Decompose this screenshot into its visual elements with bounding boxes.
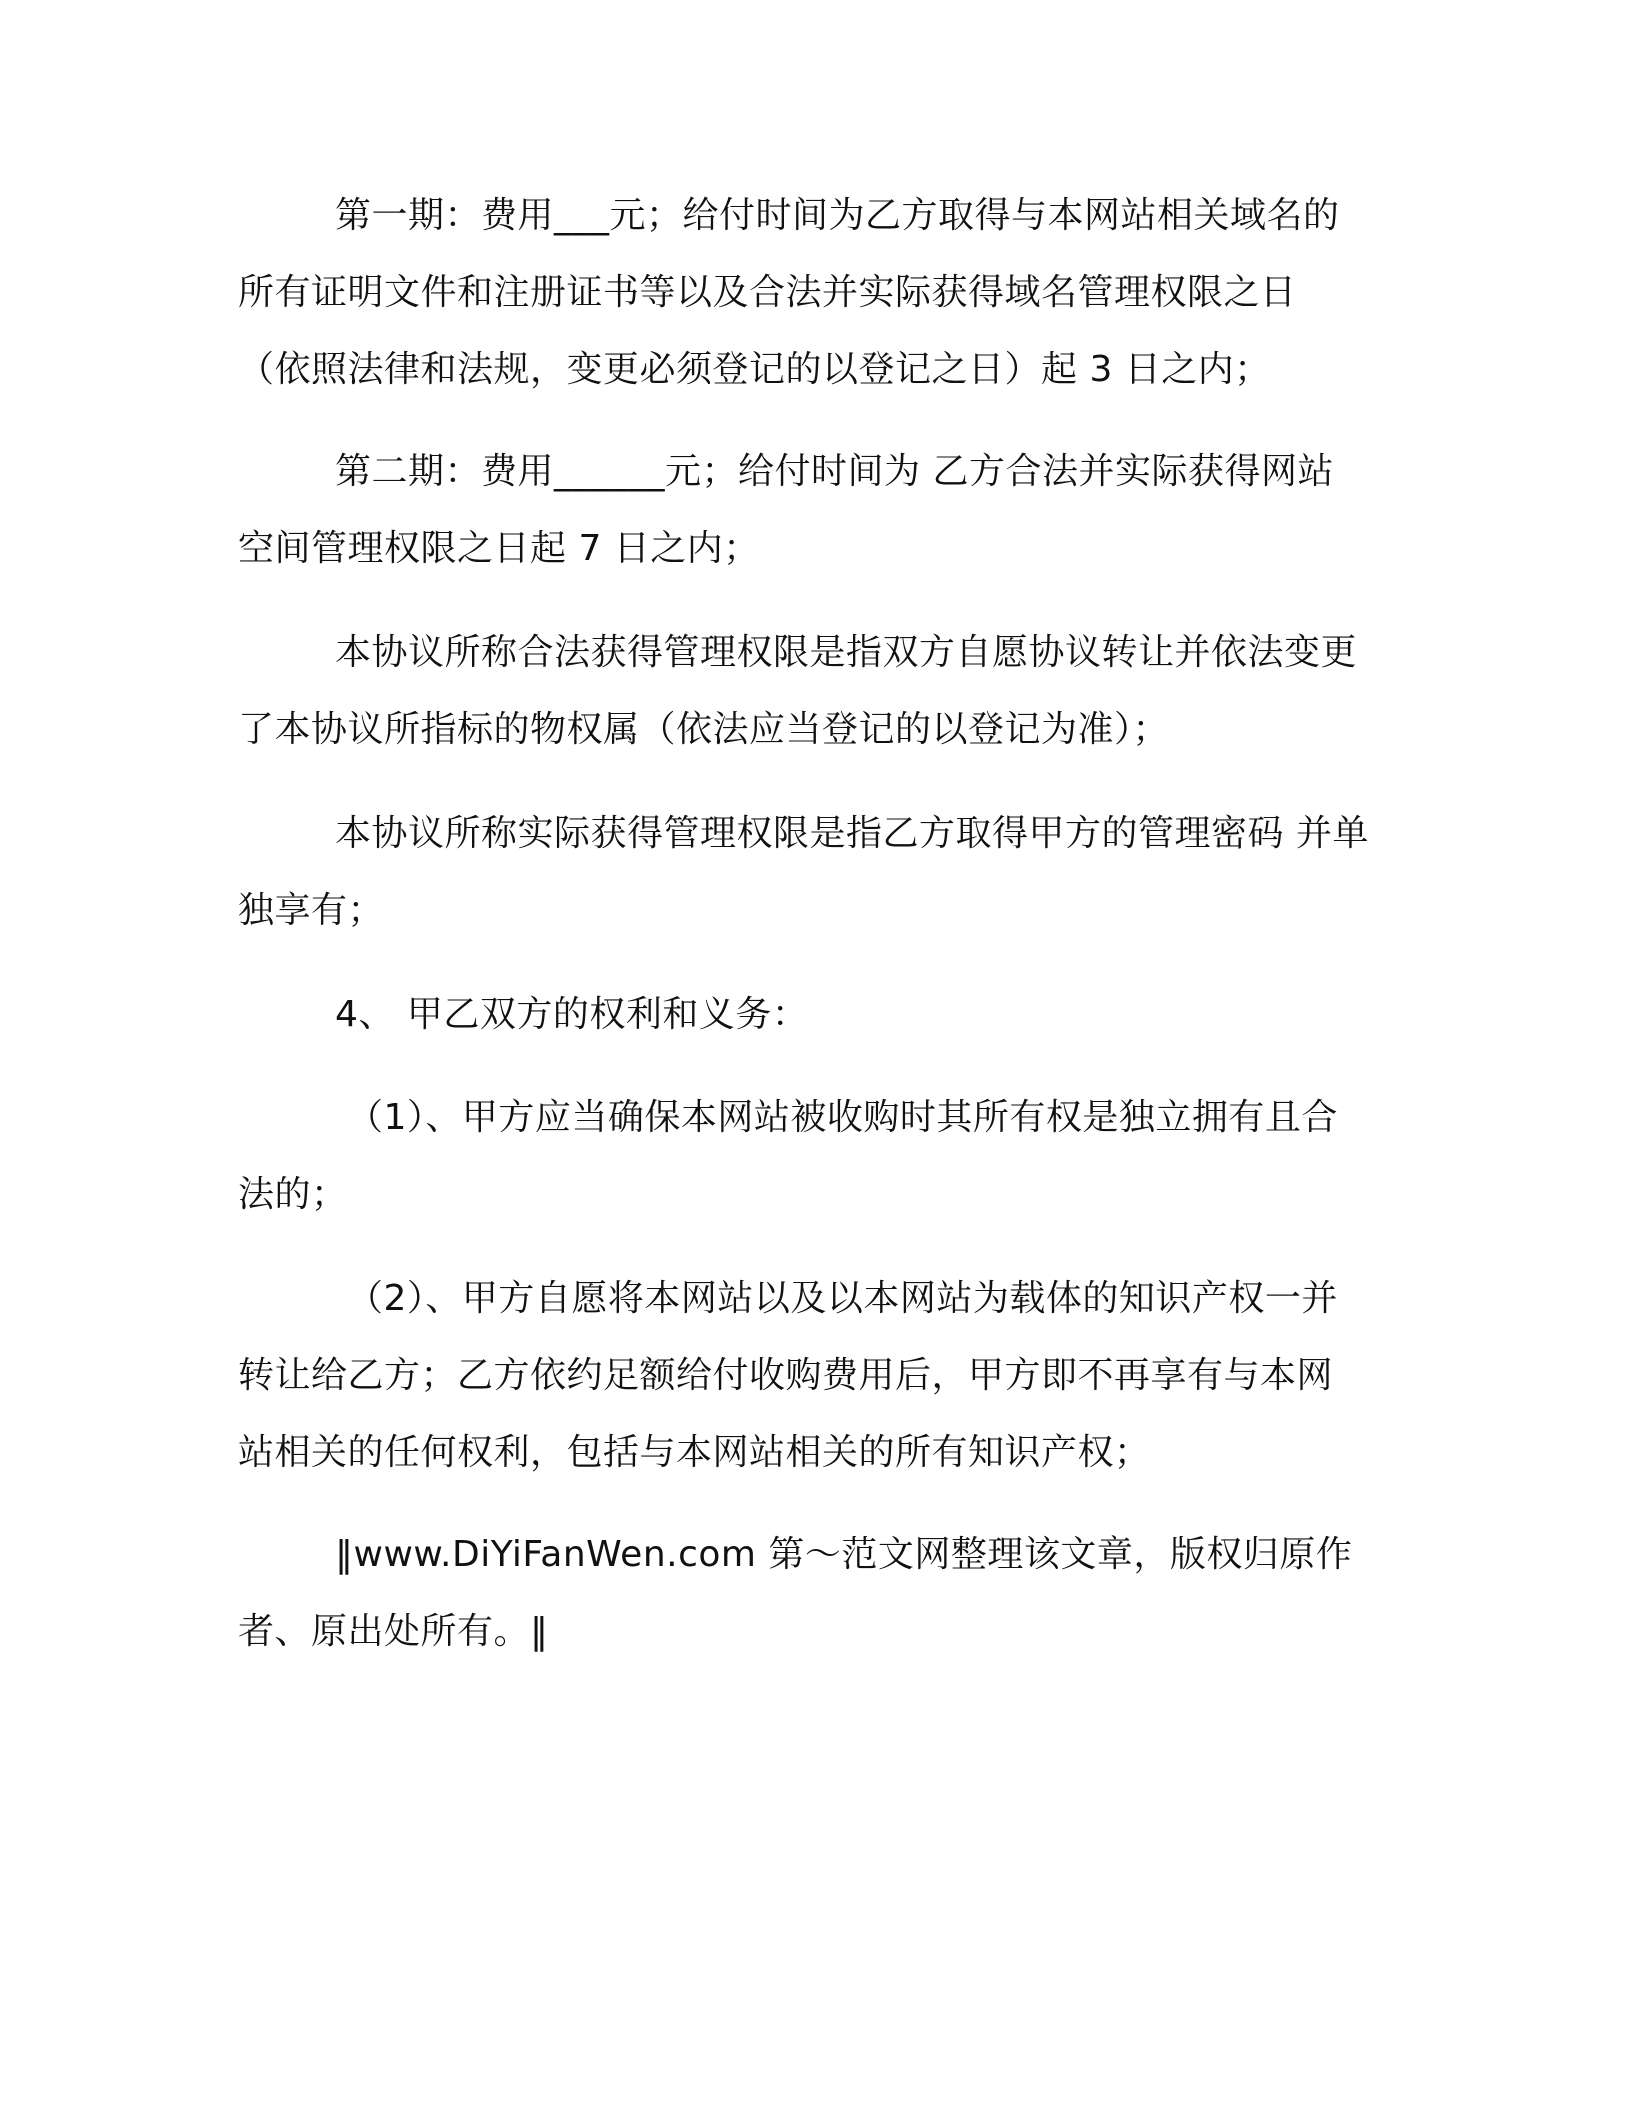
paragraph-4-line-2: 独享有； [238,890,385,931]
paragraph-1-line-3: （依照法律和法规，变更必须登记的以登记之日）起 3 日之内； [238,349,1271,390]
section-heading-rights-obligations: 4、 甲乙双方的权利和义务： [335,994,809,1035]
paragraph-4-line-1: 本协议所称实际获得管理权限是指乙方取得甲方的管理密码 并单 [335,813,1369,854]
clause-2-line-2: 转让给乙方；乙方依约足额给付收购费用后，甲方即不再享有与本网 [238,1355,1334,1396]
paragraph-2-line-1: 第二期：费用______元；给付时间为 乙方合法并实际获得网站 [335,451,1334,492]
paragraph-1-line-2: 所有证明文件和注册证书等以及合法并实际获得域名管理权限之日 [238,272,1297,313]
paragraph-2-line-2: 空间管理权限之日起 7 日之内； [238,528,760,569]
paragraph-3-line-2: 了本协议所指标的物权属（依法应当登记的以登记为准）； [238,709,1170,750]
clause-1-line-2: 法的； [238,1174,348,1215]
clause-1-line-1: （1）、甲方应当确保本网站被收购时其所有权是独立拥有且合 [347,1097,1338,1138]
clause-2-line-1: （2）、甲方自愿将本网站以及以本网站为载体的知识产权一并 [347,1278,1338,1319]
paragraph-3-line-1: 本协议所称合法获得管理权限是指双方自愿协议转让并依法变更 [335,632,1358,673]
clause-2-line-3: 站相关的任何权利，包括与本网站相关的所有知识产权； [238,1432,1151,1473]
source-note-line-2: 者、原出处所有。‖ [238,1611,549,1652]
paragraph-1-line-1: 第一期：费用___元；给付时间为乙方取得与本网站相关域名的 [335,195,1340,236]
source-note-line-1: ‖www.DiYiFanWen.com 第～范文网整理该文章，版权归原作 [335,1534,1353,1575]
